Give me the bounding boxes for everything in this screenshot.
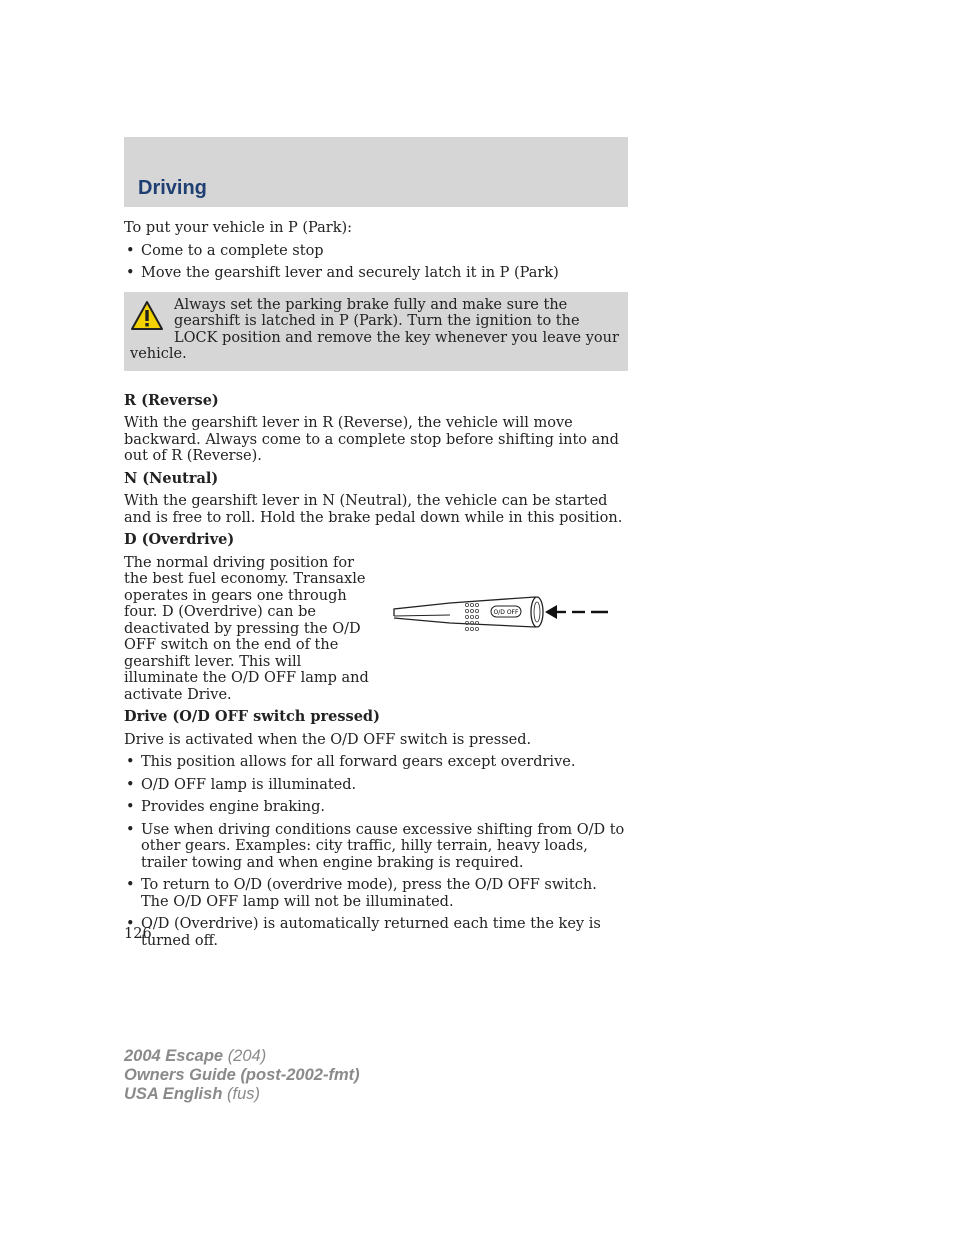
reverse-heading: R (Reverse) [124,391,219,409]
document-footer [124,1047,360,1104]
page-number: 126 [124,926,152,942]
footer-guide: Owners Guide (post-2002-fmt) [124,1066,360,1084]
footer-model: 2004 Escape [124,1047,224,1065]
overdrive-section [124,555,628,704]
section-header-band [124,137,628,207]
neutral-heading: N (Neutral) [124,469,219,487]
warning-triangle-icon [130,300,164,332]
park-intro: To put your vehicle in P (Park): [124,220,353,236]
gearshift-lever-illustration [390,581,615,643]
list-item: • O/D OFF lamp is illuminated. [124,777,628,794]
drive-od-off-heading: Drive (O/D OFF switch pressed) [124,708,380,725]
section-title: Driving [138,177,207,199]
footer-language: USA English [124,1085,223,1103]
warning-box [124,292,628,371]
warning-text: Always set the parking brake fully and make sure the gearshift is latched in P (Park). Turn the ignition to the LOCK position and remove the key whenever you leave your vehicle. [130,296,619,362]
list-item: • O/D (Overdrive) is automatically returned each time the key is turned off. [124,916,628,949]
drive-od-off-bullets [124,754,628,949]
neutral-text: With the gearshift lever in N (Neutral), the vehicle can be started and is free to roll. Hold the brake pedal down while in this position. [124,493,623,526]
overdrive-heading: D (Overdrive) [124,531,235,548]
reverse-text: With the gearshift lever in R (Reverse), the vehicle will move backward. Always come to a complete stop before shifting into and out of R (Reverse). [124,415,619,464]
park-bullets [124,243,628,282]
drive-od-off-intro: Drive is activated when the O/D OFF switch is pressed. [124,731,532,748]
overdrive-text: The normal driving position for the best fuel economy. Transaxle operates in gears one through four. D (Overdrive) can be deactivated by pressing the O/D OFF switch on the end of the gearshift lever. This will illuminate the O/D OFF lamp and activate Drive. [124,554,369,703]
list-item: • This position allows for all forward gears except overdrive. [124,754,628,771]
footer-model-code: (204) [227,1047,267,1065]
list-item: • To return to O/D (overdrive mode), press the O/D OFF switch. The O/D OFF lamp will not be illuminated. [124,877,628,910]
page-content [124,220,628,955]
list-item: • Use when driving conditions cause excessive shifting from O/D to other gears. Examples: city traffic, hilly terrain, heavy loads, trailer towing and when engine braking is required. [124,822,628,872]
od-off-switch-label: O/D OFF [493,608,519,616]
list-item: • Move the gearshift lever and securely latch it in P (Park) [124,265,628,282]
list-item: • Come to a complete stop [124,243,628,260]
footer-language-code: (fus) [227,1085,260,1103]
list-item: • Provides engine braking. [124,799,628,816]
arrow-icon [545,605,608,619]
